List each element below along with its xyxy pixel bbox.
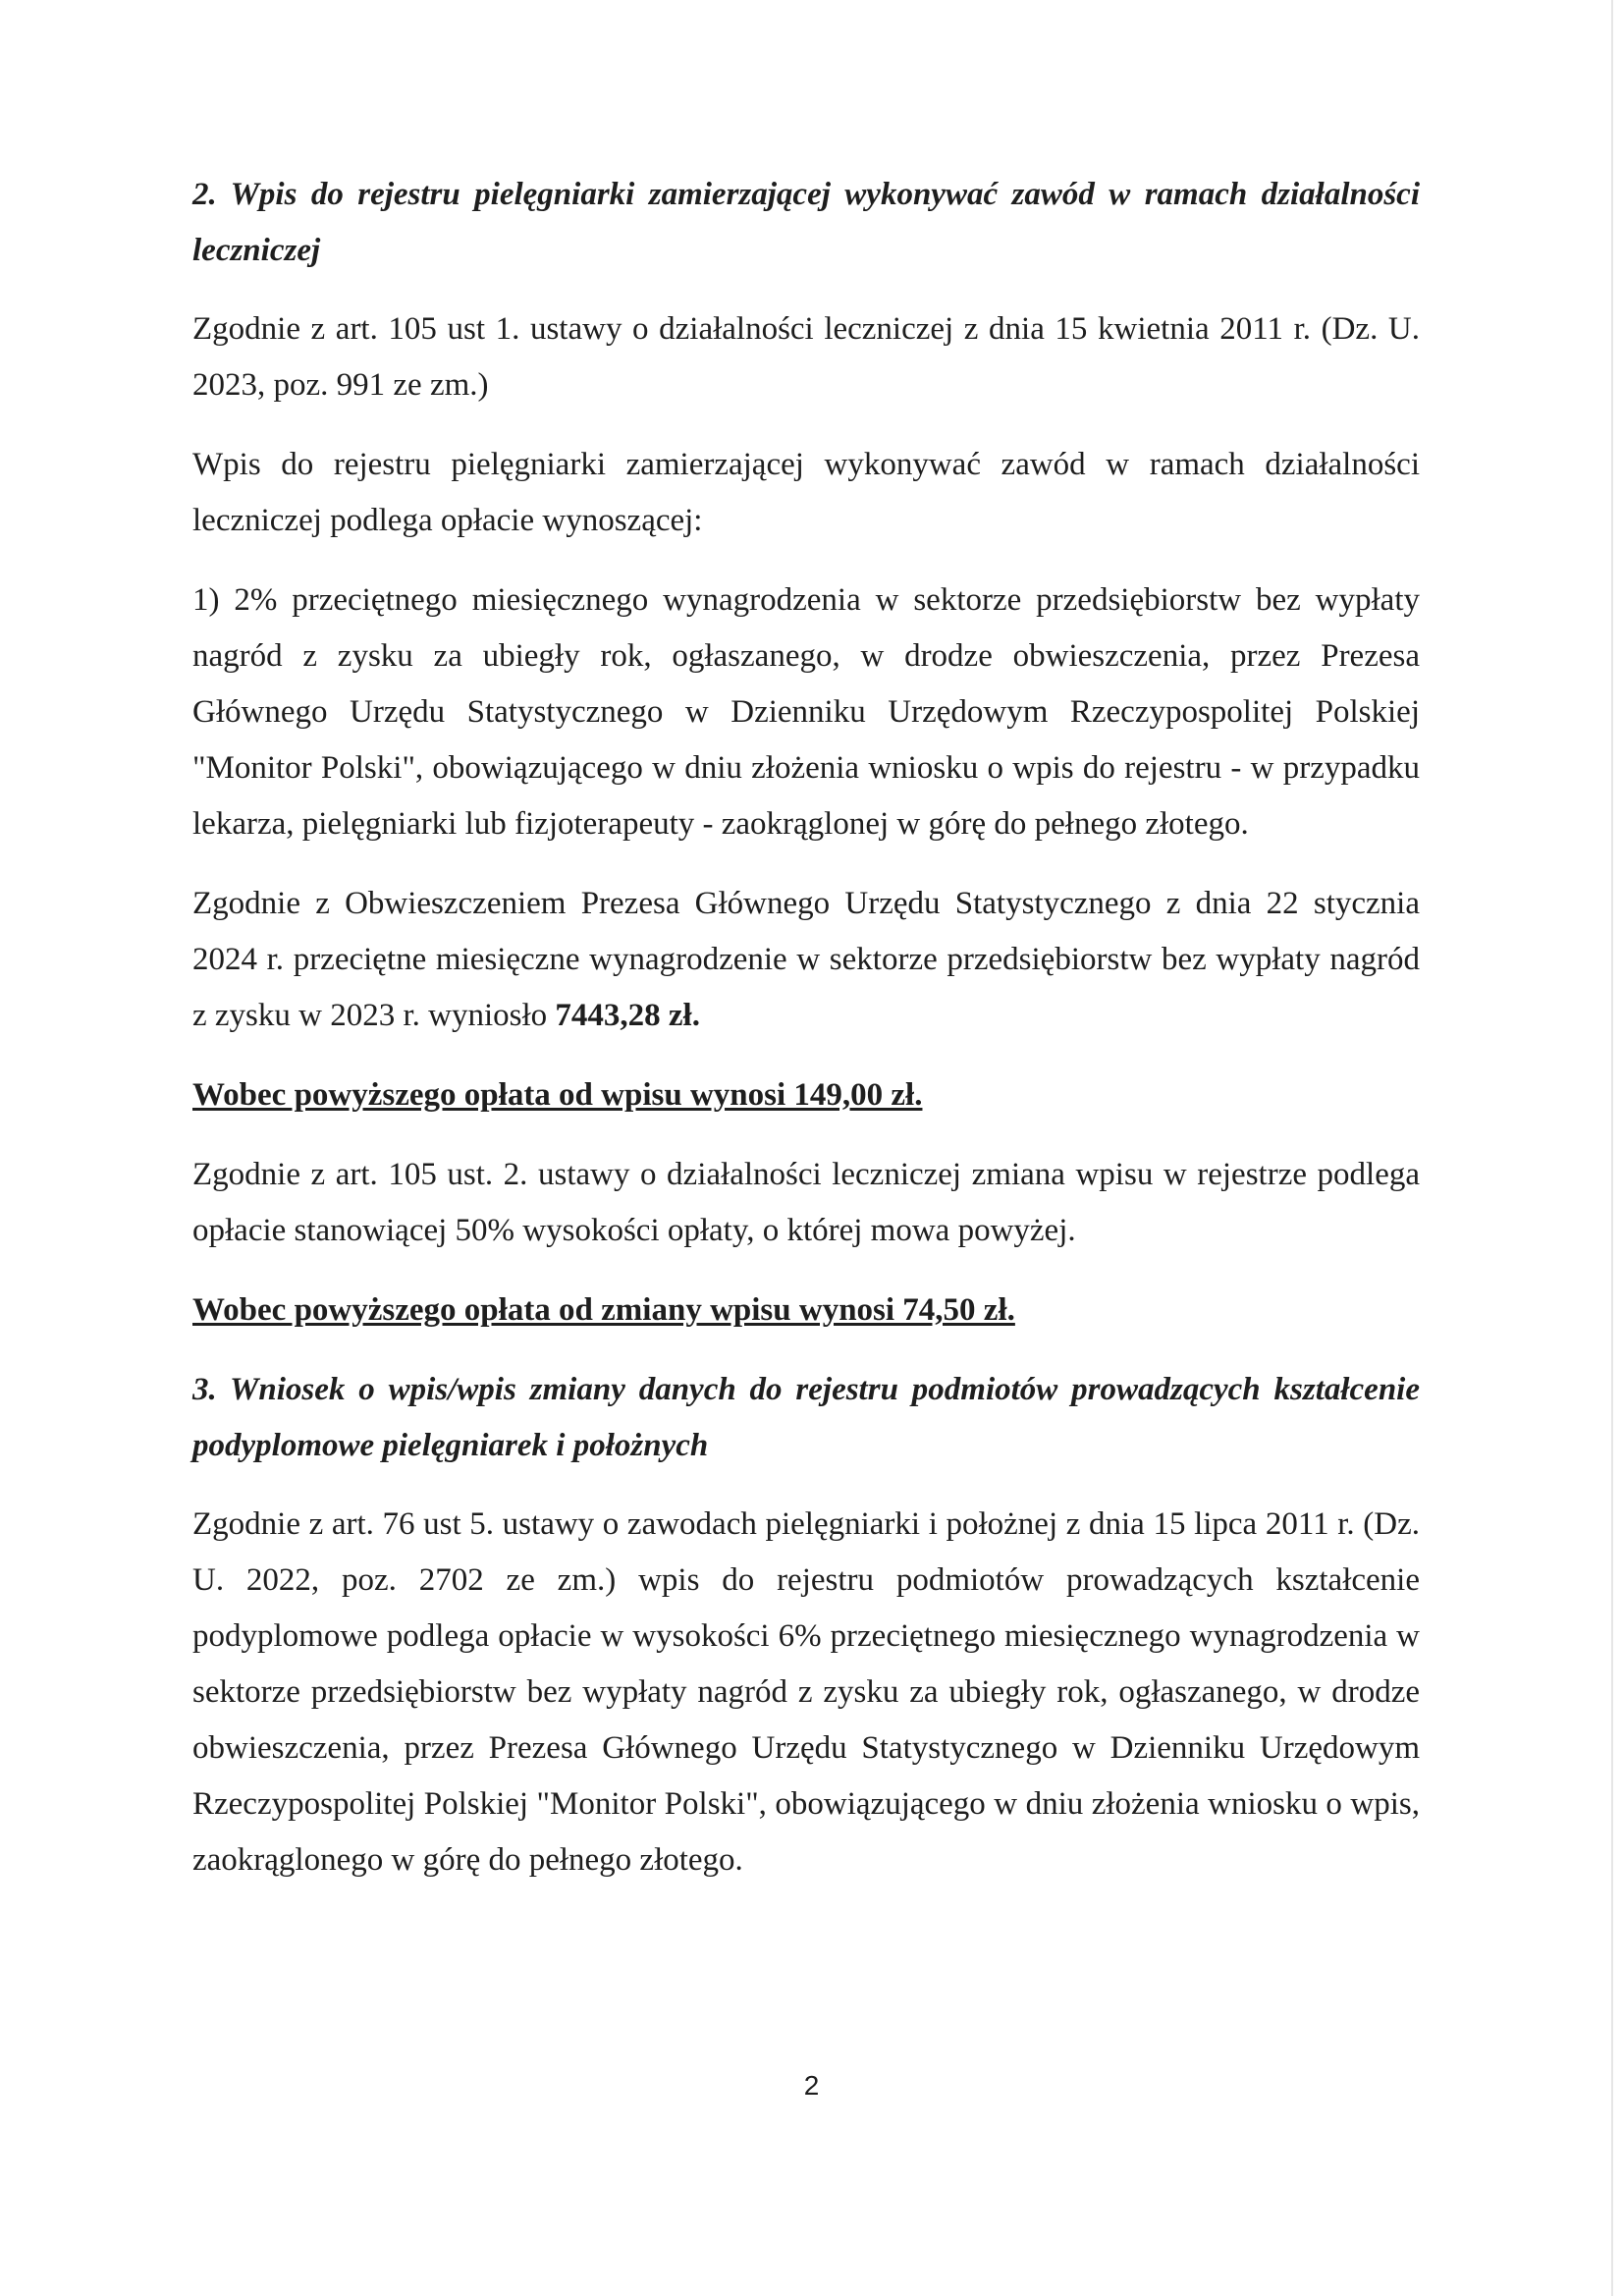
- change-fee-statement: Wobec powyższego opłata od zmiany wpisu wynosi 74,50 zł.: [192, 1292, 1015, 1328]
- page-content: [192, 167, 1420, 1912]
- section-2-heading: 2. Wpis do rejestru pielęgniarki zamierzającej wykonywać zawód w ramach działalności leczniczej: [192, 177, 1420, 268]
- salary-text: Zgodnie z Obwieszczeniem Prezesa Głównego Urzędu Statystycznego z dnia 22 stycznia 2024 r. przeciętne miesięczne wynagrodzenie w sektorze przedsiębiorstw bez wypłaty nagród z zysku w 2023 r. wyniosło: [192, 886, 1420, 1033]
- salary-amount: 7443,28 zł.: [555, 998, 700, 1033]
- entry-fee-statement: Wobec powyższego opłata od wpisu wynosi 149,00 zł.: [192, 1077, 923, 1113]
- section-2-change-basis: Zgodnie z art. 105 ust. 2. ustawy o działalności leczniczej zmiana wpisu w rejestrze podlega opłacie stanowiącej 50% wysokości opłaty, o której mowa powyżej.: [192, 1157, 1420, 1248]
- page-number: 2: [803, 2070, 820, 2101]
- scan-edge-line: [1611, 0, 1613, 2296]
- section-3-body: Zgodnie z art. 76 ust 5. ustawy o zawodach pielęgniarki i położnej z dnia 15 lipca 2011 r. (Dz. U. 2022, poz. 2702 ze zm.) wpis do rejestru podmiotów prowadzących kształcenie podyplomowe podlega opłacie w wysokości 6% przeciętnego miesięcznego wynagrodzenia w sektorze przedsiębiorstw bez wypłaty nagród z zysku za ubiegły rok, ogłaszanego, w drodze obwieszczenia, przez Prezesa Głównego Urzędu Statystycznego w Dzienniku Urzędowym Rzeczypospolitej Polskiej "Monitor Polski", obowiązującego w dniu złożenia wniosku o wpis, zaokrąglonego w górę do pełnego złotego.: [192, 1506, 1420, 1878]
- section-2-legal-basis: Zgodnie z art. 105 ust 1. ustawy o działalności leczniczej z dnia 15 kwietnia 2011 r. (Dz. U. 2023, poz. 991 ze zm.): [192, 311, 1420, 403]
- section-2-salary-paragraph: [192, 876, 1420, 1044]
- section-2-fee-intro: Wpis do rejestru pielęgniarki zamierzającej wykonywać zawód w ramach działalności leczniczej podlega opłacie wynoszącej:: [192, 447, 1420, 538]
- section-2-fee-rule: 1) 2% przeciętnego miesięcznego wynagrodzenia w sektorze przedsiębiorstw bez wypłaty nagród z zysku za ubiegły rok, ogłaszanego, w drodze obwieszczenia, przez Prezesa Głównego Urzędu Statystycznego w Dzienniku Urzędowym Rzeczypospolitej Polskiej "Monitor Polski", obowiązującego w dniu złożenia wniosku o wpis do rejestru - w przypadku lekarza, pielęgniarki lub fizjoterapeuty - zaokrąglonej w górę do pełnego złotego.: [192, 582, 1420, 842]
- section-3-heading: 3. Wniosek o wpis/wpis zmiany danych do rejestru podmiotów prowadzących kształcenie podyplomowe pielęgniarek i położnych: [192, 1372, 1420, 1463]
